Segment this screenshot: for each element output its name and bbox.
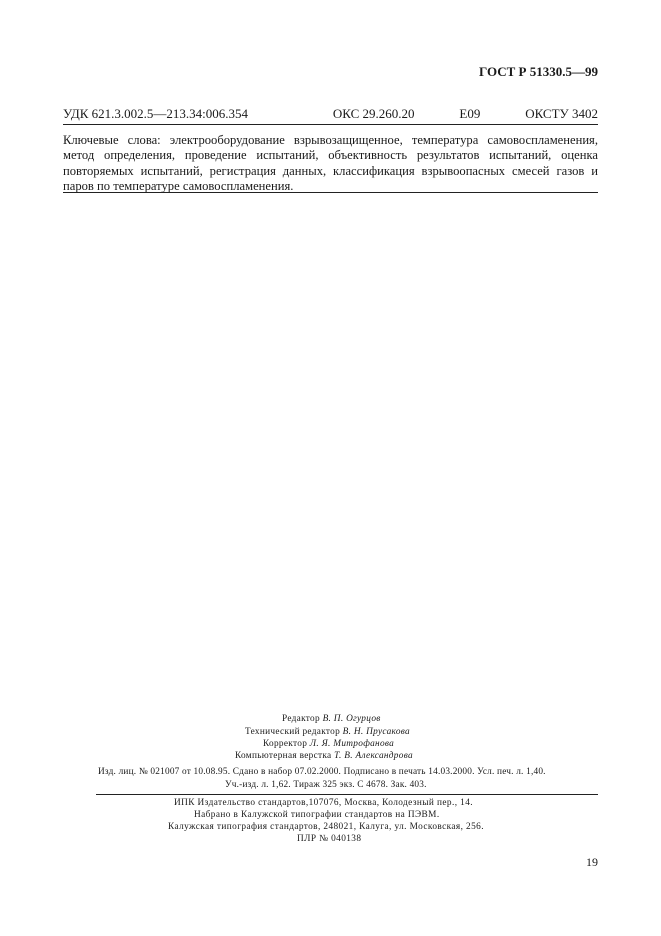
keywords-divider	[63, 192, 598, 193]
printer-line-3: Калужская типография стандартов, 248021, Калуга, ул. Московская, 256.	[168, 822, 484, 832]
group-code: Е09	[459, 106, 481, 121]
udk-code: УДК 621.3.002.5—213.34:006.354	[63, 106, 249, 121]
credit-person: Л. Я. Митрофанова	[309, 739, 395, 749]
oks-code: ОКС 29.260.20	[332, 106, 415, 121]
classification-row	[63, 106, 598, 122]
credit-role: Технический редактор	[245, 727, 341, 737]
imprint-divider	[96, 794, 598, 795]
credit-person: В. Н. Прусакова	[342, 727, 411, 737]
okstu-code: ОКСТУ 3402	[525, 106, 598, 121]
printer-line-2: Набрано в Калужской типографии стандартов на ПЭВМ.	[194, 810, 440, 820]
printer-line-1: ИПК Издательство стандартов,107076, Москва, Колодезный пер., 14.	[174, 798, 473, 808]
top-divider	[63, 124, 598, 125]
imprint-line-2: Уч.-изд. л. 1,62. Тираж 325 экз. С 4678. Зак. 403.	[225, 780, 427, 790]
standard-number: ГОСТ Р 51330.5—99	[479, 64, 598, 79]
credit-person: В. П. Огурцов	[322, 714, 381, 724]
imprint-line-1: Изд. лиц. № 021007 от 10.08.95. Сдано в набор 07.02.2000. Подписано в печать 14.03.2000. Усл. печ. л. 1,40.	[98, 767, 546, 777]
credit-role: Компьютерная верстка	[235, 751, 332, 761]
credit-role: Корректор	[263, 739, 308, 749]
printer-line-4: ПЛР № 040138	[297, 834, 362, 844]
credit-layout	[235, 750, 413, 763]
page-number: 19	[586, 855, 598, 869]
credit-role: Редактор	[282, 714, 320, 724]
keywords-paragraph: Ключевые слова: электрооборудование взрывозащищенное, температура самовоспламенения, метод определения, проведение испытаний, объективность результатов испытаний, оценка повторяемых испытаний, регистрация данных, классификация взрывоопасных смесей газов и паров по температуре самовоспламенения.	[63, 133, 598, 193]
credit-editor	[282, 713, 381, 726]
publication-imprint	[98, 766, 546, 792]
credit-person: Т. В. Александрова	[334, 751, 413, 761]
